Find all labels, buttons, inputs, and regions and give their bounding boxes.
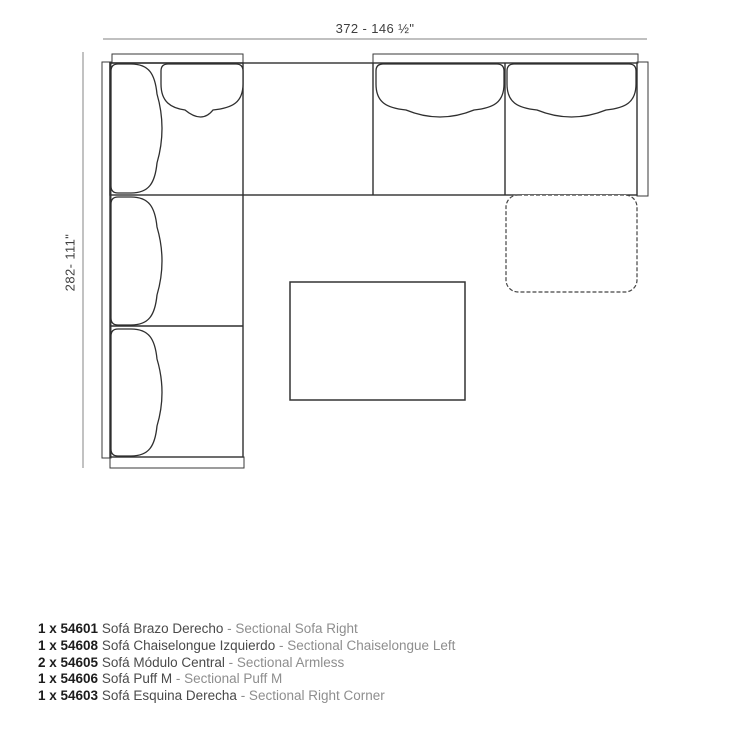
sofa-right-back-cushion <box>111 329 162 456</box>
parts-list-row <box>38 688 455 705</box>
parts-list-row <box>38 638 455 655</box>
part-qty-sku: 1 x 54601 <box>38 621 99 636</box>
parts-list <box>38 621 455 705</box>
part-qty-sku: 2 x 54605 <box>38 654 99 670</box>
part-name-english: - Sectional Right Corner <box>240 688 385 704</box>
part-name-english: - Sectional Sofa Right <box>227 621 358 636</box>
right-section-back-band <box>373 54 638 63</box>
part-name-spanish: Sofá Brazo Derecho <box>101 621 224 636</box>
parts-list-row <box>38 621 455 638</box>
parts-list-row <box>38 655 455 672</box>
width-dimension-label: 372 - 146 ½" <box>335 21 415 36</box>
corner-back-band <box>112 54 243 63</box>
parts-list-row <box>38 671 455 688</box>
part-name-spanish: Sofá Puff M <box>101 671 173 687</box>
armless-top-back-cushion <box>376 64 504 117</box>
height-dimension-label: 282- 111" <box>62 233 78 292</box>
sofa-right-arm-band <box>110 457 244 468</box>
part-name-english: - Sectional Chaiselongue Left <box>278 637 456 653</box>
part-name-english: - Sectional Armless <box>228 654 345 670</box>
chaise-extension-cushion <box>506 195 637 292</box>
chaise-left-arm-band <box>637 62 648 196</box>
puff-m-rectangle <box>290 282 465 400</box>
part-name-english: - Sectional Puff M <box>175 671 283 687</box>
corner-top-back-cushion <box>161 64 243 117</box>
part-qty-sku: 1 x 54606 <box>38 671 99 687</box>
chaise-back-cushion <box>507 64 636 117</box>
part-qty-sku: 1 x 54608 <box>38 637 99 653</box>
part-name-spanish: Sofá Esquina Derecha <box>101 688 237 704</box>
armless-left-back-cushion <box>111 197 162 325</box>
part-qty-sku: 1 x 54603 <box>38 688 99 704</box>
part-name-spanish: Sofá Módulo Central <box>101 654 225 670</box>
part-name-spanish: Sofá Chaiselongue Izquierdo <box>101 637 276 653</box>
corner-left-back-cushion <box>111 64 162 193</box>
